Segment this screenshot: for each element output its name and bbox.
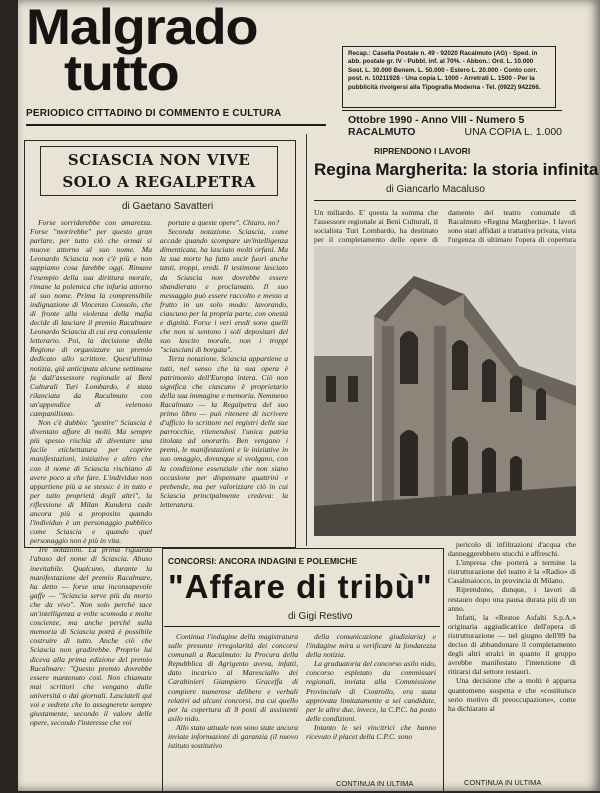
article-teatro-continua: CONTINUA IN ULTIMA — [464, 778, 542, 787]
headline-box — [40, 146, 278, 196]
issue-date-line: Ottobre 1990 - Anno VIII - Numero 5 — [348, 114, 525, 126]
issue-place-price — [348, 126, 562, 138]
window-arch-1 — [400, 331, 418, 384]
paragraph: Allo stato attuale non sono state ancora inviate informazioni di garanzia (il nuovo istituto sostitutivo — [168, 722, 298, 751]
window-arch-4 — [510, 376, 522, 413]
article-teatro-column-3 — [448, 540, 576, 762]
article-concorsi-column-1 — [168, 632, 298, 772]
masthead-title-line1: Malgrado — [26, 0, 258, 55]
article-teatro-column-1: Un miliardo. E' questa la somma che l'assessore regionale ai Beni Culturali, il socialista Turi Lombardo, ha destinato per il completamento delle opere di — [314, 208, 438, 245]
paragraph: pericolo di infiltrazioni d'acqua che danneggerebbero stucchi e affreschi. — [448, 540, 576, 559]
article-teatro-headline: Regina Margherita: la storia infinita — [314, 160, 599, 179]
paragraph: La graduatoria del concorso asilo nido, concorso espletato da commissari regionali, inviata alla Commissione Provinciale di Controllo, era stata approvata limitatamente a sei candidate, per le altre due, invece, la C.P.C. ha posto delle condizioni. — [306, 659, 436, 723]
paragraph: della comunicazione giudiziaria) e l'indagine mira a verificare la fondatezza della notizia. — [306, 632, 436, 660]
door-1 — [400, 430, 418, 496]
paragraph: Non c'è dubbio: "gestire" Sciascia è diventato affare di molti. Ma sempre più spesso rischia di diventare una facile etichettatura per coprire manifestazioni, iniziative e altro che con il nome di Sciascia rischiano di avere poco a che fare. L'individuo non appartiene più a se stesso: è in tutto e per tutto proprietà degli altri", la riflessione di Milan Kundera cade ancora più a proposito quando l'individuo è un personaggio pubblico come Sciascia e quando quel personaggio non è più in vita. — [30, 418, 152, 546]
article-concorsi-byline: di Gigi Restivo — [288, 611, 353, 622]
paragraph: portate a queste opere". Chiaro, no? — [168, 218, 280, 227]
door-3 — [482, 448, 496, 497]
article-teatro-kicker: RIPRENDONO I LAVORI — [374, 146, 471, 156]
theatre-building-illustration — [314, 246, 576, 536]
paragraph: Forse sorriderebbe con amarezza. Forse "morirebbe" per questo gran parlare, per tutto ciò che ormai si muove attorno al suo nome. Ma Leonardo Sciascia non c'è più e non sappiamo cosa farebbe oggi. Rimane l'esempio della sua dirittura morale, rimane la polemica che infuria attorno al suo nome. Prima la comprensibile indignazione di Vincenzo Consolo, che di fronte alla violenza della mafia decide di lasciare il premio Racalmare Leonardo Sciascia di cui era consulente letterario. Poi, la decisione della Regione di organizzare un premio dedicato allo scrittore. Quest'ultima notizia, già anticipata alcune settimane fa dall'assessore regionale ai Beni Culturali Turi Lombardo, è stata rilanciata da Racalmuto con un'appendice di velenoso campanilismo. — [30, 218, 152, 418]
article-sciascia-column-1 — [30, 218, 152, 788]
paragraph: L'impresa che porterà a termine la ristrutturazione del teatro è la «Radio» di Casalmaiocco, in provincia di Milano. — [448, 558, 576, 586]
article-concorsi-headline: "Affare di tribù" — [168, 568, 433, 605]
window-arch-3 — [482, 359, 496, 402]
article-sciascia-headline-line2: SOLO A REGALPETRA — [62, 173, 256, 191]
article-concorsi-kicker: CONCORSI: ANCORA INDAGINI E POLEMICHE — [168, 556, 358, 566]
article-concorsi-rule — [164, 626, 440, 627]
paragraph: Infatti, la «Restoe Asfalti S.p.A.» originaria aggiudicatrice dell'opera di ristrutturazione — nel giugno dell'89 ha deciso di abbandonare il completamento degli altri stralci in quanto il gruppo avrebbe manifestato l'intenzione di ritirarsi dal settore restauri. — [448, 612, 576, 677]
masthead — [26, 0, 326, 124]
window-arch-2 — [452, 340, 468, 390]
door-4 — [510, 456, 522, 496]
article-teatro-rule — [314, 200, 576, 201]
left-window-2 — [348, 376, 358, 402]
theatre-photo — [314, 246, 576, 536]
article-sciascia-byline: di Gaetano Savatteri — [122, 201, 214, 212]
paragraph: Seconda notazione. Sciascia, come accade quando scompare un'intelligenza dimenticata, ha lasciato molti orfani. Ma la sua morte ha fatto uscir fuori anche tanti, troppi, eredi. Il testimone lasciato da Sciascia non dovrebbe essere sbandierato e proclamato. Il suo messaggio può essere raccolto e messo a frutto in un solo modo: lavorando, ciascuno per la propria parte, con onestà e dignità. Forse i veri eredi sono quelli che non si sentono i soli depositari del suo lascito morale, non i troppi "sciasciani di borgata". — [160, 227, 288, 355]
article-concorsi-column-2 — [306, 632, 436, 772]
article-sciascia-headline-line1: SCIASCIA NON VIVE — [67, 151, 251, 169]
masthead-title-line2: tutto — [64, 45, 179, 101]
paragraph: Una decisione che a molti è apparsa quantomeno sospetta e che «costituisce serio motivo di preoccupazione», come ha dichiarato al — [448, 676, 576, 713]
masthead-rule-left — [26, 124, 326, 126]
paragraph: Continua l'indagine della magistratura sulle presunte irregolarità dei concorsi comunali a Racalmuto: la Procura della Repubblica di Agrigento aveva, infatti, dato incarico al Maresciallo dei Carabinieri Giampiero Graceffa di compiere numerose delibere e verbali relativi ad alcuni concorsi, tra cui quello per la copertura di 8 posti di assistenti asilo nido. — [168, 632, 298, 723]
paragraph: Intanto le sei vincitrici che hanno ricevuto il placet della C.P.C. sono — [306, 722, 436, 742]
paragraph: Riprendono, dunque, i lavori di restauro dopo una pausa durata più di un anno. — [448, 585, 576, 613]
paragraph: Terza notazione. Sciascia appartiene a tutti, nel senso che la sua opera è patrimonio dell'Europa intera. Ciò non significa che ciascuno è proprietario della sua immagine e memoria. Nemmeno Racalmuto — la Regalpetra del suo primo libro — può ritenere di iscrivere d'ufficio lo scrittore nei registri delle sue parrocchie, ritenendosi l'unica patria titolata ad onorarlo. Ben vengano i premi, le manifestazioni e le iniziative in suo omaggio, dovunque si svolgano, con la condizione essenziale che non siano occasione per dispensare quattrini e prebende, ma per valorizzare ciò in cui Sciascia principalmente credeva: la letteratura. — [160, 354, 288, 509]
issue-price: UNA COPIA L. 1.000 — [464, 126, 562, 138]
subscription-info-box: Recap.: Casella Postale n. 49 - 92020 Racalmuto (AG) - Sped. in abb. postale gr. IV - Pubbl. inf. al 70%. - Abbon.: Ord. L. 10.000 Sost. L. 30.000 Benem. L. 50.000 - Estero L. 20.000 - Conto corr. post. n. 10211928 - Una copia L. 1000 - Arretrati L. 1500 - Per la pubblicità rivolgersi alla Tipografia Moderna - Tel. (0922) 942266. — [342, 46, 556, 108]
article-teatro-byline: di Giancarlo Macaluso — [386, 184, 485, 195]
paragraph: Tre notazioni. La prima riguarda l'abuso del nome di Sciascia. Abuso inevitabile. Qualcuno, durante la manifestazione del premio Racalmare, ha detto — forse una inconsapevole gaffe — "Sciascia serve più da morto che da vivo". Non solo perché tace un'intelligenza a volte scomoda e molte coscienze, ma anche perché sulla memoria di Sciascia potrà è possibile costruire di tutto. Anche ciò che Sciascia non gradirebbe. Proprio lui diceva alla prima edizione del premio Racalmare: "Questo premio dovrebbe essere mantenuto così. Non chiamate mai scrittori che vengano dalle università o dai giornali. Lasciateli qui voi e vedrete che lo assegnerete sempre giustamente, secondo il valore delle opere, secondo l'interesse che voi — [30, 545, 152, 728]
window-arch-5 — [536, 388, 546, 420]
article-teatro-column-2: damento del teatro comunale di Racalmuto «Regina Margherita». I lavori sono stati affidati a trattativa privata, vista l'urgenza di ultimare l'opera di copertura — [448, 208, 576, 245]
newspaper-page — [18, 0, 600, 791]
door-2 — [452, 437, 468, 497]
masthead-subtitle: PERIODICO CITTADINO DI COMMENTO E CULTURA — [26, 108, 282, 119]
article-concorsi-continua: CONTINUA IN ULTIMA — [336, 779, 414, 788]
issue-place: RACALMUTO — [348, 126, 416, 138]
article-sciascia-column-2 — [160, 218, 288, 542]
column-rule — [306, 134, 307, 546]
masthead-rule-right — [342, 110, 562, 111]
left-window-1 — [326, 376, 336, 402]
